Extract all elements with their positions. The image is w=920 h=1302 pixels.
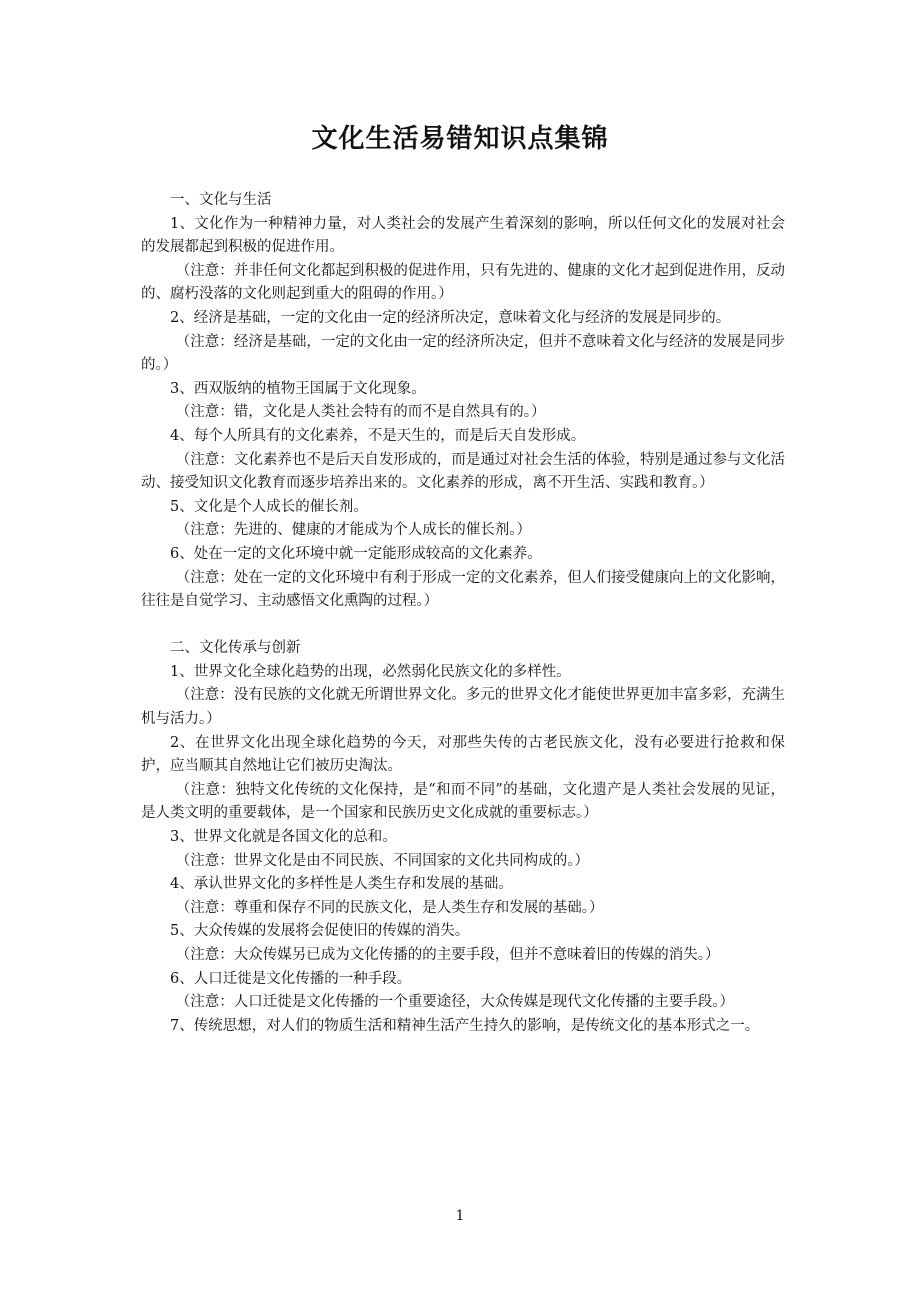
- note-text: （注意：错，文化是人类社会特有的而不是自然具有的。）: [175, 404, 546, 421]
- paragraph-spacer: [141, 614, 785, 638]
- note-text: （注意：世界文化是由不同民族、不同国家的文化共同构成的。）: [175, 852, 590, 869]
- note-text: （注意：尊重和保存不同的民族文化，是人类生存和发展的基础。）: [175, 899, 604, 916]
- list-item: 5、大众传媒的发展将会促使旧的传媒的消失。: [170, 923, 470, 940]
- list-item: 5、文化是个人成长的催长剂。: [170, 498, 368, 515]
- list-item: 3、西双版纳的植物王国属于文化现象。: [170, 380, 426, 397]
- list-item: 4、每个人所具有的文化素养，不是天生的，而是后天自发形成。: [170, 427, 586, 444]
- section-heading: 一、文化与生活: [170, 192, 272, 208]
- list-item: 1、世界文化全球化趋势的出现，必然弱化民族文化的多样性。: [170, 663, 571, 680]
- list-item: 6、处在一定的文化环境中就一定能形成较高的文化素养。: [170, 545, 542, 562]
- document-title: 文化生活易错知识点集锦: [311, 124, 609, 154]
- note-text: （注意：先进的、健康的才能成为个人成长的催长剂。）: [175, 522, 532, 539]
- document-body: [141, 189, 785, 1038]
- section-heading: 二、文化传承与创新: [170, 640, 301, 657]
- note-text: （注意：处在一定的文化环境中有利于形成一定的文化素养，但人们接受健康向上的文化影响，往往是自觉学习、主动感悟文化熏陶的过程。）: [141, 569, 785, 610]
- list-item: 6、人口迁徙是文化传播的一种手段。: [170, 970, 412, 987]
- note-text: （注意：经济是基础，一定的文化由一定的经济所决定，但并不意味着文化与经济的发展是同步的。）: [141, 333, 785, 374]
- list-item: 7、传统思想，对人们的物质生活和精神生活产生持久的影响，是传统文化的基本形式之一。: [170, 1017, 760, 1034]
- list-item: 4、承认世界文化的多样性是人类生存和发展的基础。: [170, 876, 513, 893]
- note-text: （注意：文化素养也不是后天自发形成的，而是通过对社会生活的体验，特别是通过参与文化活动、接受知识文化教育而逐步培养出来的。文化素养的形成，离不开生活、实践和教育。）: [141, 451, 785, 492]
- note-text: （注意：大众传媒另已成为文化传播的的主要手段，但并不意味着旧的传媒的消失。）: [175, 947, 720, 963]
- list-item: 1、文化作为一种精神力量，对人类社会的发展产生着深刻的影响，所以任何文化的发展对社会的发展都起到积极的促进作用。: [141, 215, 785, 256]
- list-item: 3、世界文化就是各国文化的总和。: [170, 829, 397, 846]
- list-item: 2、经济是基础，一定的文化由一定的经济所决定，意味着文化与经济的发展是同步的。: [170, 309, 731, 326]
- page-number: 1: [455, 1208, 465, 1224]
- list-item: 2、在世界文化出现全球化趋势的今天，对那些失传的古老民族文化，没有必要进行抢救和保护，应当顺其自然地让它们被历史淘汰。: [141, 734, 785, 775]
- note-text: （注意：独特文化传统的文化保持，是“和而不同”的基础，文化遗产是人类社会发展的见证，是人类文明的重要载体，是一个国家和民族历史文化成就的重要标志。）: [141, 781, 785, 822]
- note-text: （注意：人口迁徙是文化传播的一个重要途径，大众传媒是现代文化传播的主要手段。）: [175, 994, 735, 1011]
- note-text: （注意：没有民族的文化就无所谓世界文化。多元的世界文化才能使世界更加丰富多彩，充满生机与活力。）: [141, 687, 785, 728]
- note-text: （注意：并非任何文化都起到积极的促进作用，只有先进的、健康的文化才起到促进作用，反动的、腐朽没落的文化则起到重大的阻碍的作用。）: [141, 262, 785, 303]
